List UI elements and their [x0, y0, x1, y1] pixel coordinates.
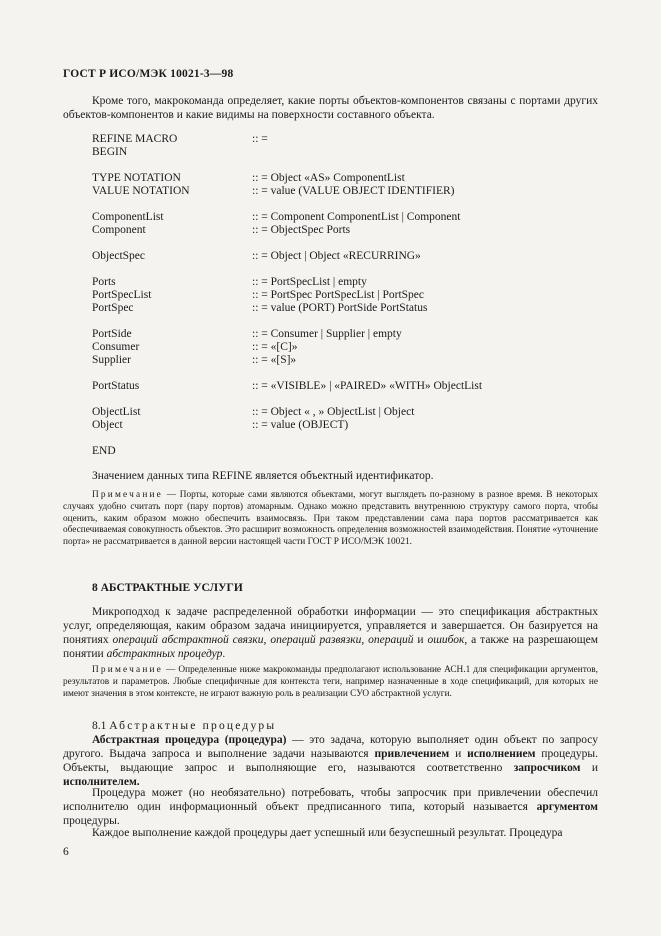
- note-text: — Определенные ниже макрокоманды предполагают использование АСН.1 для спецификации аргументов, результатов и параметров. Любые специфичные для контекста теги, например назначенные в ходе спецификаций, для которых не имеют значения в этом контексте, не играют важную роль в реализации СУО абстрактной услуги.: [63, 665, 599, 699]
- code-value: :: = ObjectSpec Ports: [252, 224, 351, 236]
- code-keyword: REFINE MACRO: [92, 133, 178, 145]
- note-label: Примечание: [92, 665, 163, 675]
- code-line: [92, 184, 598, 198]
- code-keyword: Supplier: [92, 354, 131, 366]
- note-text: — Порты, которые сами являются объектами, могут выглядеть по-разному в разное время. В некоторых случаях удобно считать порт (пару портов) атомарным. Однако можно представить внутреннюю структуру самого порта, чтобы оценить, каким образом можно обеспечить взаимосвязь. При таком представлении сама пара портов рассматривается как обеспечиваемая совокупность объектов. Это расширит возможность определения возможностей взаимодействия. Понятие «уточнение порта» не рассматривается в данной версии настоящей части ГОСТ Р ИСО/МЭК 10021.: [63, 490, 598, 548]
- code-value: :: = value (OBJECT): [252, 419, 349, 431]
- note-label: Примечание: [92, 490, 163, 500]
- code-value: :: =: [252, 133, 268, 145]
- code-line: [92, 249, 598, 263]
- code-value: :: = PortSpec PortSpecList | PortSpec: [252, 289, 425, 301]
- code-keyword: VALUE NOTATION: [92, 185, 190, 197]
- bold-term: Абстрактная процедура (процедура): [92, 734, 287, 746]
- bold-term: аргументом: [536, 801, 598, 813]
- section8-paragraph: [63, 605, 598, 661]
- procedure-definition-paragraph: [63, 733, 598, 789]
- document-header: ГОСТ Р ИСО/МЭК 10021-3—98: [63, 68, 234, 80]
- code-line: [92, 223, 598, 237]
- code-value: :: = «VISIBLE» | «PAIRED» «WITH» ObjectList: [252, 380, 483, 392]
- code-keyword: Object: [92, 419, 123, 431]
- text-run: Микроподход к задаче распределенной обработки информации — это спецификация абстрактных услуг, определяющая, каким образом задача инициируется, управляется и завершается. Он базируется на понятиях: [63, 606, 598, 646]
- code-line: [92, 327, 598, 341]
- text-run: процедуры. Объекты, выдающие запрос и выполняющие его, называются соответственно: [63, 748, 599, 774]
- code-line: [92, 275, 598, 289]
- text-run: и: [449, 748, 468, 760]
- code-keyword: END: [92, 445, 116, 457]
- page-number: 6: [63, 846, 69, 858]
- code-keyword: ObjectList: [92, 406, 141, 418]
- code-line: [92, 340, 598, 354]
- italic-term: ошибок: [427, 634, 465, 646]
- code-line: [92, 418, 598, 432]
- code-line: [92, 353, 598, 367]
- code-keyword: PortSide: [92, 328, 132, 340]
- code-keyword: ObjectSpec: [92, 250, 146, 262]
- note-2: [63, 665, 598, 700]
- code-keyword: Consumer: [92, 341, 140, 353]
- text-run: , а также на разрешающем понятии: [63, 634, 598, 660]
- code-keyword: BEGIN: [92, 146, 128, 158]
- code-value: :: = PortSpecList | empty: [252, 276, 367, 288]
- code-line: [92, 379, 598, 393]
- bold-term: привлечением: [374, 748, 450, 760]
- subsection-heading: [92, 719, 598, 733]
- text-run: и: [413, 634, 428, 646]
- bold-term: запросчиком: [513, 762, 581, 774]
- code-line: [92, 444, 598, 458]
- code-value: :: = Object | Object «RECURRING»: [252, 250, 421, 262]
- text-run: — это задача, которую выполняет один объект по запросу другого. Выдача запроса и выполнение задачи называются: [63, 734, 598, 760]
- intro-paragraph: Кроме того, макрокоманда определяет, какие порты объектов-компонентов связаны с портами других объектов-компонентов и какие видимы на поверхности составного объекта.: [63, 95, 598, 121]
- section-heading: 8 АБСТРАКТНЫЕ УСЛУГИ: [92, 582, 243, 594]
- code-keyword: TYPE NOTATION: [92, 172, 181, 184]
- code-value: :: = value (VALUE OBJECT IDENTIFIER): [252, 185, 455, 197]
- argument-paragraph: [63, 786, 598, 828]
- code-line: [92, 405, 598, 419]
- code-value: :: = value (PORT) PortSide PortStatus: [252, 302, 428, 314]
- code-line: [92, 288, 598, 302]
- code-value: :: = «[C]»: [252, 341, 298, 353]
- code-keyword: ComponentList: [92, 211, 164, 223]
- subsection-number: 8.1: [92, 720, 107, 732]
- code-line: [92, 301, 598, 315]
- code-keyword: PortStatus: [92, 380, 140, 392]
- code-keyword: Component: [92, 224, 146, 236]
- code-keyword: Ports: [92, 276, 116, 288]
- code-value: :: = Object «AS» ComponentList: [252, 172, 405, 184]
- code-value: :: = Consumer | Supplier | empty: [252, 328, 402, 340]
- text-run: процедуры.: [63, 815, 120, 827]
- italic-term: абстрактных процедур: [106, 648, 223, 660]
- text-run: Процедура может (но необязательно) потребовать, чтобы запросчик при привлечении обеспечил исполнителю один информационный объект предписанного типа, который называется: [63, 787, 598, 813]
- subsection-title: Абстрактные процедуры: [109, 720, 277, 732]
- text-run: .: [222, 648, 226, 660]
- bold-term: исполнением: [467, 748, 536, 760]
- code-keyword: PortSpec: [92, 302, 134, 314]
- code-line: [92, 132, 598, 146]
- code-value: :: = Component ComponentList | Component: [252, 211, 461, 223]
- code-line: [92, 145, 598, 159]
- code-value: :: = Object « , » ObjectList | Object: [252, 406, 415, 418]
- refine-value-paragraph: Значением данных типа REFINE является объектный идентификатор.: [92, 470, 434, 482]
- italic-term: операций абстрактной связки, операций развязки, операций: [112, 634, 414, 646]
- code-value: :: = «[S]»: [252, 354, 297, 366]
- code-keyword: PortSpecList: [92, 289, 152, 301]
- code-line: [92, 171, 598, 185]
- code-line: [92, 210, 598, 224]
- note-1: [63, 490, 598, 549]
- text-run: и: [580, 762, 598, 774]
- result-paragraph: Каждое выполнение каждой процедуры дает успешный или безуспешный результат. Процедура: [92, 827, 563, 839]
- bold-term: исполнителем.: [63, 776, 140, 788]
